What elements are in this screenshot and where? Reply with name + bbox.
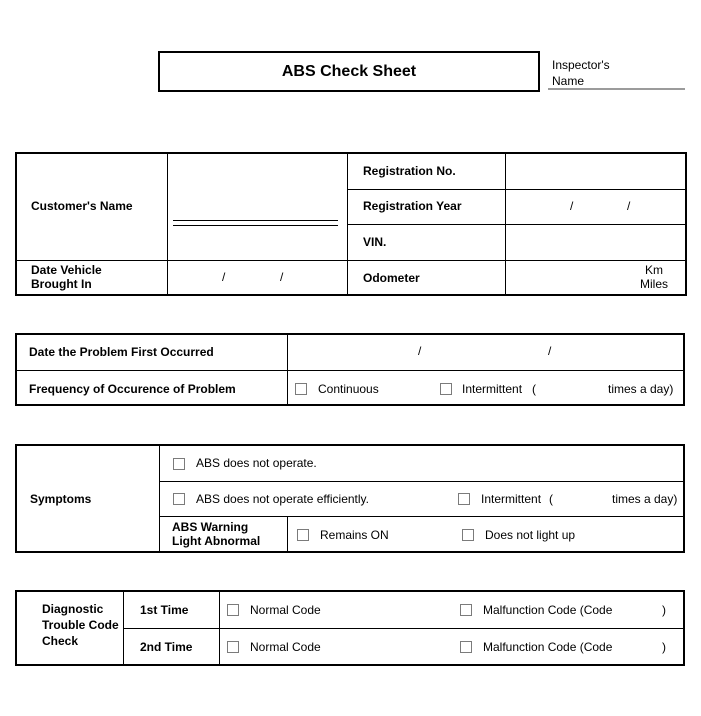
grid-line xyxy=(167,152,168,296)
date-vehicle-slash: / xyxy=(280,270,284,284)
abs-not-operate-efficiently-label: ABS does not operate efficiently. xyxy=(196,492,369,506)
grid-line xyxy=(347,224,687,225)
inspector-name-field[interactable] xyxy=(548,88,685,90)
continuous-checkbox[interactable] xyxy=(295,383,307,395)
registration-year-slash: / xyxy=(627,199,631,213)
registration-year-label: Registration Year xyxy=(363,199,462,213)
close-paren: ) xyxy=(662,640,666,654)
times-a-day-label: times a day) xyxy=(608,382,674,396)
page-title: ABS Check Sheet xyxy=(158,51,540,92)
inspector-label-line1: Inspector's xyxy=(552,58,610,72)
date-first-occurred-label: Date the Problem First Occurred xyxy=(29,345,214,359)
vin-label: VIN. xyxy=(363,235,387,249)
times-a-day-label: times a day) xyxy=(612,492,678,506)
second-time-label: 2nd Time xyxy=(140,640,193,654)
abs-not-operate-label: ABS does not operate. xyxy=(196,456,317,470)
intermittent-checkbox[interactable] xyxy=(440,383,452,395)
does-not-light-up-checkbox[interactable] xyxy=(462,529,474,541)
second-malfunction-code-label: Malfunction Code (Code xyxy=(483,640,613,654)
registration-year-slash: / xyxy=(570,199,574,213)
date-vehicle-slash: / xyxy=(222,270,226,284)
first-malfunction-code-label: Malfunction Code (Code xyxy=(483,603,613,617)
does-not-light-up-label: Does not light up xyxy=(485,528,576,542)
grid-line xyxy=(159,516,685,517)
grid-line xyxy=(347,189,687,190)
grid-line xyxy=(123,628,685,629)
date-first-occurred-slash: / xyxy=(418,344,422,358)
inspector-label-line2: Name xyxy=(552,74,585,88)
remains-on-label: Remains ON xyxy=(320,528,389,542)
customer-name-field[interactable] xyxy=(173,220,338,226)
first-normal-code-label: Normal Code xyxy=(250,603,321,617)
odometer-miles-label: Miles xyxy=(639,277,668,291)
grid-line xyxy=(15,370,685,371)
dtc-label-line3: Check xyxy=(42,634,79,648)
symptoms-intermittent-checkbox[interactable] xyxy=(458,493,470,505)
date-first-occurred-slash: / xyxy=(548,344,552,358)
abs-not-operate-checkbox[interactable] xyxy=(173,458,185,470)
registration-no-label: Registration No. xyxy=(363,164,456,178)
second-malfunction-code-checkbox[interactable] xyxy=(460,641,472,653)
date-vehicle-label-line1: Date Vehicle xyxy=(31,263,102,277)
grid-line xyxy=(287,516,288,553)
date-vehicle-label-line2: Brought In xyxy=(31,277,92,291)
remains-on-checkbox[interactable] xyxy=(297,529,309,541)
dtc-label-line1: Diagnostic xyxy=(42,602,104,616)
second-normal-code-label: Normal Code xyxy=(250,640,321,654)
odometer-km-label: Km xyxy=(645,263,663,277)
customer-name-label: Customer's Name xyxy=(31,199,133,213)
grid-line xyxy=(159,444,160,553)
first-normal-code-checkbox[interactable] xyxy=(227,604,239,616)
frequency-label: Frequency of Occurence of Problem xyxy=(29,382,236,396)
continuous-label: Continuous xyxy=(318,382,379,396)
symptoms-intermittent-label: Intermittent xyxy=(481,492,542,506)
abs-not-operate-efficiently-checkbox[interactable] xyxy=(173,493,185,505)
dtc-label-line2: Trouble Code xyxy=(42,618,119,632)
intermittent-label: Intermittent xyxy=(462,382,523,396)
second-normal-code-checkbox[interactable] xyxy=(227,641,239,653)
close-paren: ) xyxy=(662,603,666,617)
grid-line xyxy=(159,481,685,482)
abs-warning-label-line2: Light Abnormal xyxy=(172,534,261,548)
abs-warning-label-line1: ABS Warning xyxy=(172,520,249,534)
open-paren: ( xyxy=(532,382,536,396)
first-malfunction-code-checkbox[interactable] xyxy=(460,604,472,616)
symptoms-label: Symptoms xyxy=(30,492,92,506)
first-time-label: 1st Time xyxy=(140,603,189,617)
open-paren: ( xyxy=(549,492,553,506)
grid-line xyxy=(15,260,687,261)
odometer-label: Odometer xyxy=(363,271,420,285)
